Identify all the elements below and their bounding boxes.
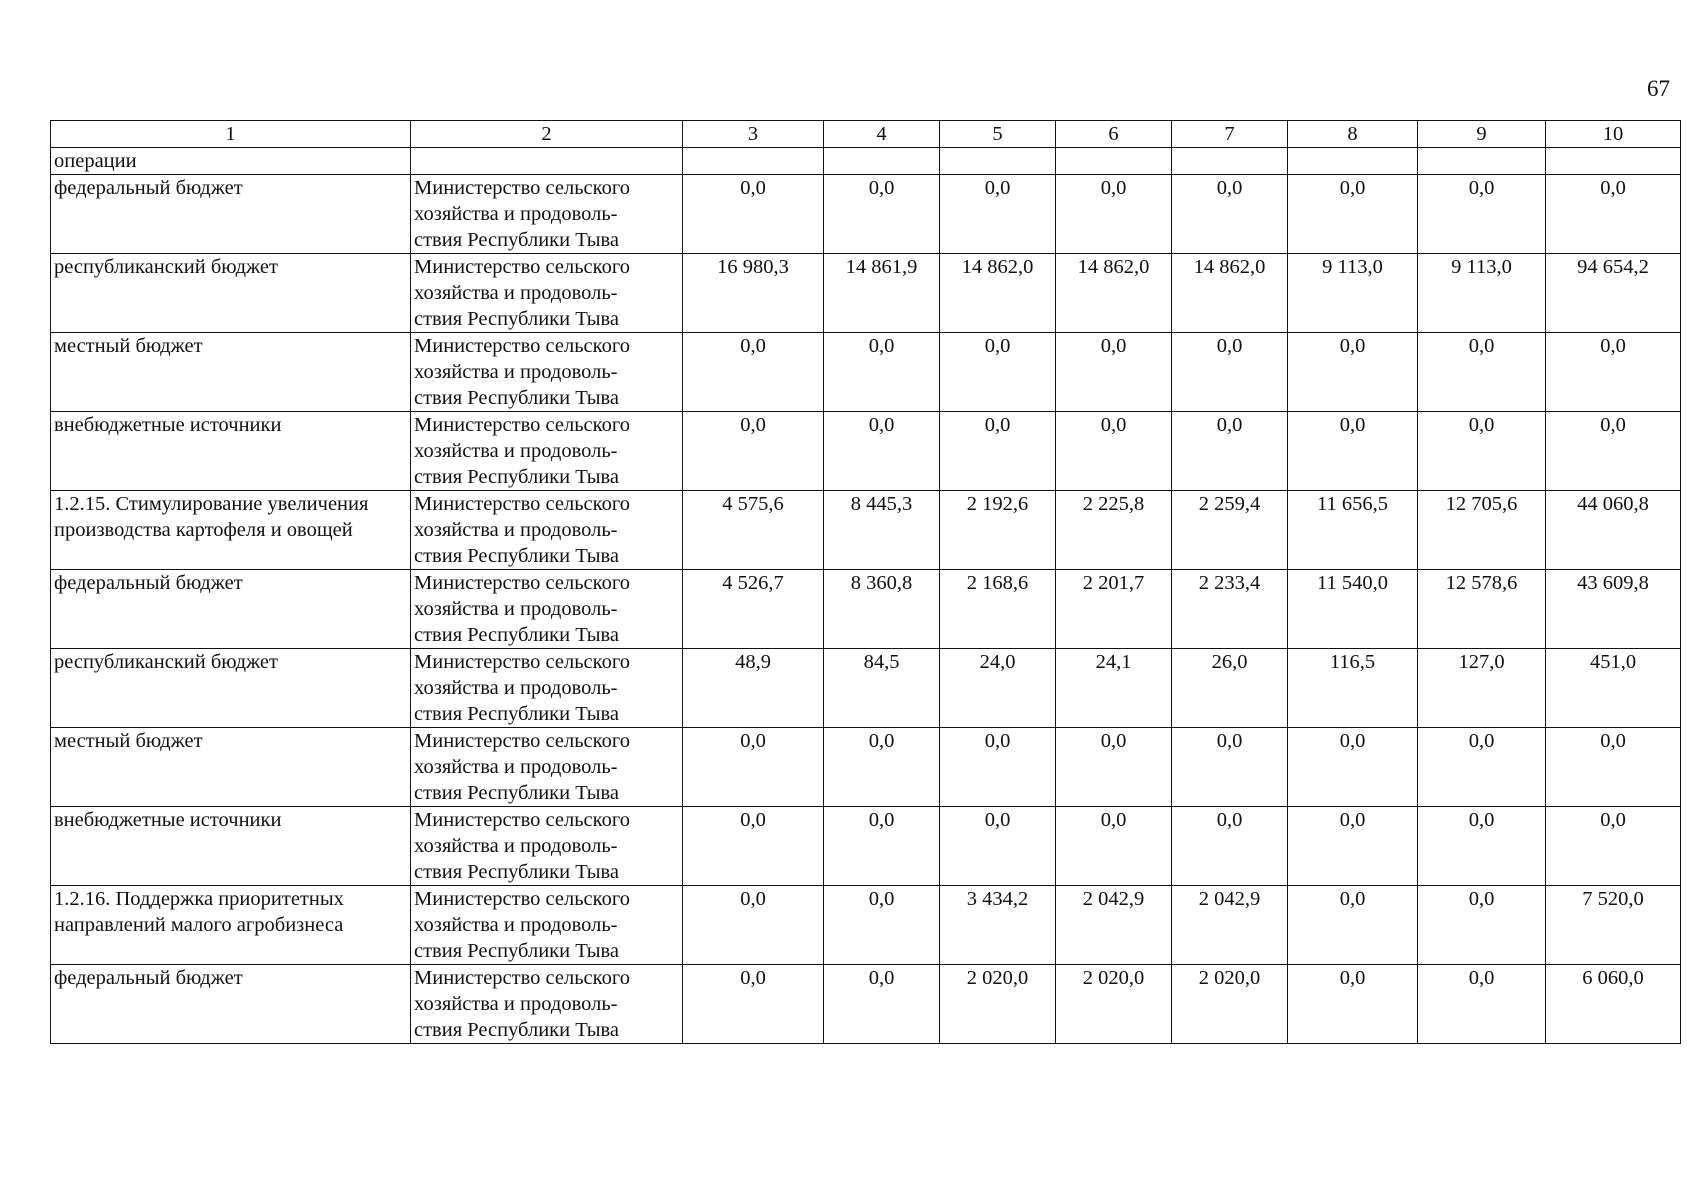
value-cell: 2 020,0 (1172, 965, 1288, 1044)
value-cell: 0,0 (824, 412, 940, 491)
value-cell: 0,0 (1418, 965, 1546, 1044)
value-cell: 14 862,0 (1172, 254, 1288, 333)
table-row (51, 333, 1681, 412)
executor-cell: Министерство сельского хозяйства и продоволь- ствия Республики Тыва (411, 965, 683, 1044)
row-name-cell: республиканский бюджет (51, 254, 411, 333)
empty-cell (824, 148, 940, 175)
value-cell: 0,0 (683, 412, 824, 491)
value-cell: 4 575,6 (683, 491, 824, 570)
executor-cell: Министерство сельского хозяйства и продоволь- ствия Республики Тыва (411, 728, 683, 807)
value-cell: 43 609,8 (1546, 570, 1681, 649)
page-number: 67 (1647, 76, 1670, 101)
value-cell: 44 060,8 (1546, 491, 1681, 570)
value-cell: 0,0 (1288, 886, 1418, 965)
continuation-row (51, 148, 1681, 175)
value-cell: 0,0 (824, 886, 940, 965)
table-row (51, 728, 1681, 807)
column-header: 6 (1056, 121, 1172, 148)
value-cell: 16 980,3 (683, 254, 824, 333)
row-name-cell: федеральный бюджет (51, 965, 411, 1044)
budget-table (50, 120, 1681, 1044)
value-cell: 0,0 (1288, 728, 1418, 807)
value-cell: 2 192,6 (940, 491, 1056, 570)
value-cell: 24,0 (940, 649, 1056, 728)
column-header: 1 (51, 121, 411, 148)
value-cell: 2 042,9 (1056, 886, 1172, 965)
row-name-cell: внебюджетные источники (51, 412, 411, 491)
table-row (51, 570, 1681, 649)
column-header: 10 (1546, 121, 1681, 148)
executor-cell: Министерство сельского хозяйства и продоволь- ствия Республики Тыва (411, 649, 683, 728)
value-cell: 9 113,0 (1288, 254, 1418, 333)
value-cell: 0,0 (1288, 175, 1418, 254)
value-cell: 0,0 (940, 333, 1056, 412)
column-header: 9 (1418, 121, 1546, 148)
value-cell: 2 259,4 (1172, 491, 1288, 570)
value-cell: 0,0 (1418, 412, 1546, 491)
value-cell: 0,0 (1056, 333, 1172, 412)
empty-cell (1418, 148, 1546, 175)
value-cell: 11 656,5 (1288, 491, 1418, 570)
executor-cell: Министерство сельского хозяйства и продоволь- ствия Республики Тыва (411, 175, 683, 254)
value-cell: 0,0 (683, 175, 824, 254)
executor-cell: Министерство сельского хозяйства и продоволь- ствия Республики Тыва (411, 807, 683, 886)
value-cell: 0,0 (1172, 807, 1288, 886)
table-row (51, 886, 1681, 965)
executor-cell: Министерство сельского хозяйства и продоволь- ствия Республики Тыва (411, 570, 683, 649)
empty-cell (1172, 148, 1288, 175)
value-cell: 0,0 (1418, 175, 1546, 254)
value-cell: 2 020,0 (940, 965, 1056, 1044)
value-cell: 2 201,7 (1056, 570, 1172, 649)
value-cell: 2 168,6 (940, 570, 1056, 649)
value-cell: 0,0 (683, 886, 824, 965)
value-cell: 26,0 (1172, 649, 1288, 728)
value-cell: 6 060,0 (1546, 965, 1681, 1044)
value-cell: 116,5 (1288, 649, 1418, 728)
value-cell: 8 360,8 (824, 570, 940, 649)
row-name-cell: 1.2.16. Поддержка приоритетных направлений малого агробизнеса (51, 886, 411, 965)
table-row (51, 412, 1681, 491)
value-cell: 7 520,0 (1546, 886, 1681, 965)
value-cell: 0,0 (1288, 333, 1418, 412)
value-cell: 0,0 (1056, 175, 1172, 254)
value-cell: 0,0 (1288, 965, 1418, 1044)
empty-cell (1056, 148, 1172, 175)
row-name-cell: внебюджетные источники (51, 807, 411, 886)
value-cell: 0,0 (1546, 175, 1681, 254)
column-header: 5 (940, 121, 1056, 148)
value-cell: 0,0 (824, 807, 940, 886)
executor-cell: Министерство сельского хозяйства и продоволь- ствия Республики Тыва (411, 254, 683, 333)
row-name-cell: 1.2.15. Стимулирование увеличения производства картофеля и овощей (51, 491, 411, 570)
value-cell: 3 434,2 (940, 886, 1056, 965)
row-name-cell: местный бюджет (51, 728, 411, 807)
value-cell: 0,0 (1418, 333, 1546, 412)
value-cell: 0,0 (940, 807, 1056, 886)
value-cell: 0,0 (683, 807, 824, 886)
table-row (51, 807, 1681, 886)
row-name-cell: республиканский бюджет (51, 649, 411, 728)
value-cell: 11 540,0 (1288, 570, 1418, 649)
value-cell: 0,0 (824, 333, 940, 412)
value-cell: 9 113,0 (1418, 254, 1546, 333)
value-cell: 0,0 (1172, 728, 1288, 807)
value-cell: 0,0 (1418, 728, 1546, 807)
table-row (51, 649, 1681, 728)
value-cell: 0,0 (824, 965, 940, 1044)
value-cell: 0,0 (1056, 807, 1172, 886)
executor-cell: Министерство сельского хозяйства и продоволь- ствия Республики Тыва (411, 333, 683, 412)
value-cell: 48,9 (683, 649, 824, 728)
column-number-row (51, 121, 1681, 148)
executor-cell: Министерство сельского хозяйства и продоволь- ствия Республики Тыва (411, 886, 683, 965)
value-cell: 2 020,0 (1056, 965, 1172, 1044)
column-header: 2 (411, 121, 683, 148)
value-cell: 2 233,4 (1172, 570, 1288, 649)
value-cell: 14 862,0 (1056, 254, 1172, 333)
value-cell: 451,0 (1546, 649, 1681, 728)
value-cell: 0,0 (1172, 412, 1288, 491)
value-cell: 0,0 (1418, 807, 1546, 886)
value-cell: 0,0 (1546, 333, 1681, 412)
column-header: 8 (1288, 121, 1418, 148)
value-cell: 0,0 (683, 965, 824, 1044)
table-row (51, 254, 1681, 333)
value-cell: 127,0 (1418, 649, 1546, 728)
value-cell: 94 654,2 (1546, 254, 1681, 333)
executor-cell: Министерство сельского хозяйства и продоволь- ствия Республики Тыва (411, 412, 683, 491)
table-row (51, 491, 1681, 570)
column-header: 3 (683, 121, 824, 148)
executor-cell: Министерство сельского хозяйства и продоволь- ствия Республики Тыва (411, 491, 683, 570)
row-name-cell: местный бюджет (51, 333, 411, 412)
value-cell: 0,0 (1546, 412, 1681, 491)
empty-cell (1546, 148, 1681, 175)
value-cell: 12 578,6 (1418, 570, 1546, 649)
empty-cell (1288, 148, 1418, 175)
value-cell: 0,0 (683, 728, 824, 807)
value-cell: 2 042,9 (1172, 886, 1288, 965)
value-cell: 0,0 (1056, 412, 1172, 491)
row-name-cell: федеральный бюджет (51, 570, 411, 649)
value-cell: 0,0 (824, 175, 940, 254)
value-cell: 4 526,7 (683, 570, 824, 649)
value-cell: 0,0 (1418, 886, 1546, 965)
column-header: 4 (824, 121, 940, 148)
value-cell: 8 445,3 (824, 491, 940, 570)
table-row (51, 175, 1681, 254)
value-cell: 0,0 (1288, 807, 1418, 886)
row-name-cell: федеральный бюджет (51, 175, 411, 254)
value-cell: 0,0 (824, 728, 940, 807)
column-header: 7 (1172, 121, 1288, 148)
value-cell: 24,1 (1056, 649, 1172, 728)
value-cell: 84,5 (824, 649, 940, 728)
value-cell: 2 225,8 (1056, 491, 1172, 570)
empty-cell (940, 148, 1056, 175)
value-cell: 0,0 (1288, 412, 1418, 491)
continuation-text: операции (51, 148, 411, 175)
value-cell: 0,0 (1056, 728, 1172, 807)
value-cell: 0,0 (940, 175, 1056, 254)
value-cell: 0,0 (683, 333, 824, 412)
table-row (51, 965, 1681, 1044)
value-cell: 0,0 (940, 728, 1056, 807)
value-cell: 0,0 (1546, 807, 1681, 886)
value-cell: 14 862,0 (940, 254, 1056, 333)
value-cell: 0,0 (1546, 728, 1681, 807)
value-cell: 0,0 (940, 412, 1056, 491)
empty-cell (683, 148, 824, 175)
value-cell: 0,0 (1172, 333, 1288, 412)
value-cell: 14 861,9 (824, 254, 940, 333)
value-cell: 0,0 (1172, 175, 1288, 254)
empty-cell (411, 148, 683, 175)
value-cell: 12 705,6 (1418, 491, 1546, 570)
